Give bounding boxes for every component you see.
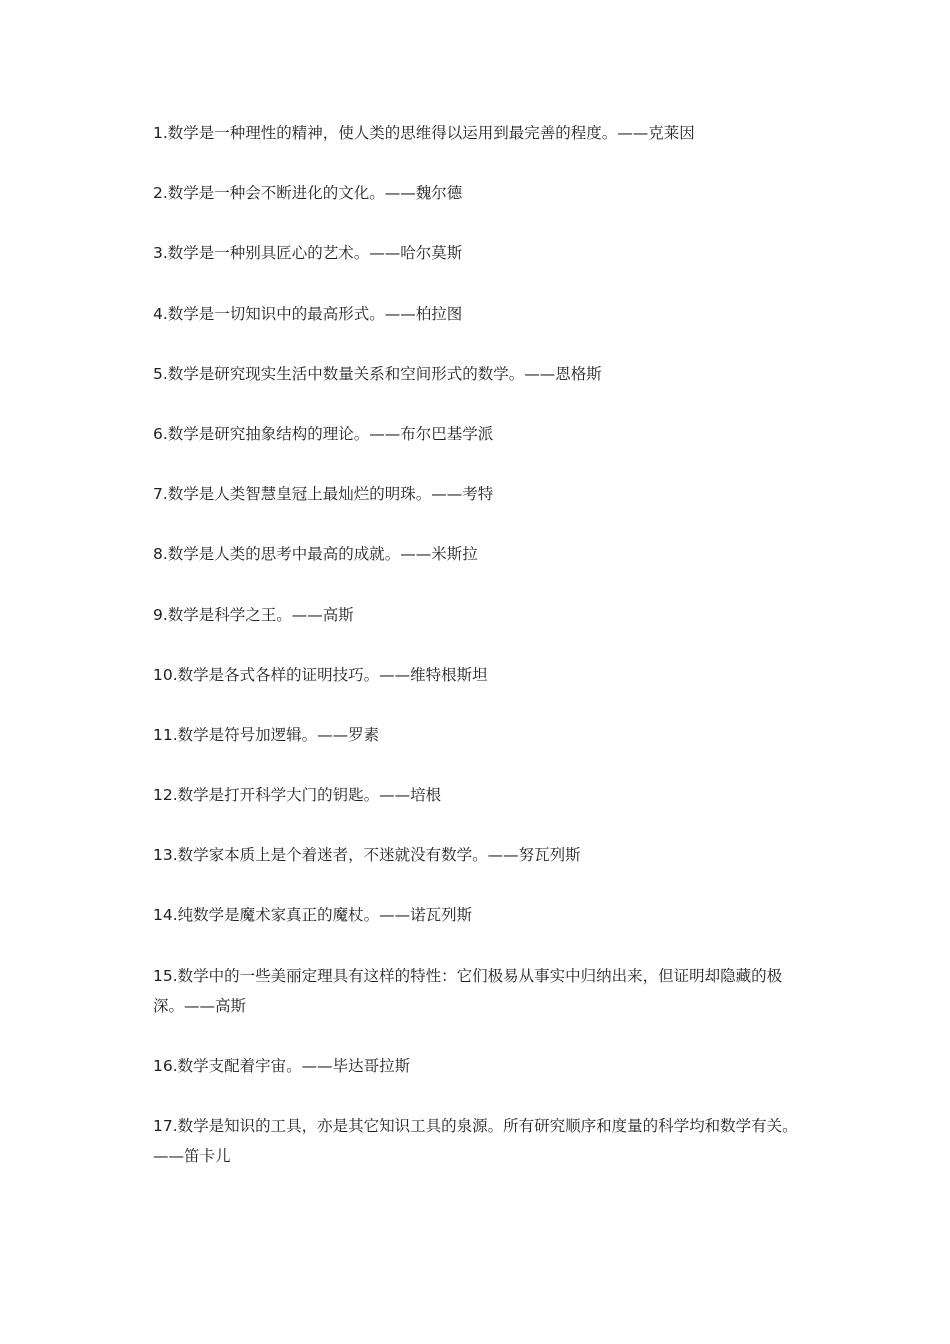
quote-item: 11.数学是符号加逻辑。——罗素 bbox=[153, 725, 380, 744]
quote-item: 17.数学是知识的工具，亦是其它知识工具的泉源。所有研究顺序和度量的科学均和数学有关。——笛卡儿 bbox=[153, 1117, 798, 1165]
quote-item: 5.数学是研究现实生活中数量关系和空间形式的数学。——恩格斯 bbox=[153, 364, 602, 383]
quote-item: 14.纯数学是魔术家真正的魔杖。——诺瓦列斯 bbox=[153, 906, 473, 925]
quote-item: 13.数学家本质上是个着迷者，不迷就没有数学。——努瓦列斯 bbox=[153, 846, 581, 865]
quote-item: 16.数学支配着宇宙。——毕达哥拉斯 bbox=[153, 1056, 411, 1075]
quote-item: 8.数学是人类的思考中最高的成就。——米斯拉 bbox=[153, 545, 478, 564]
quote-item: 2.数学是一种会不断进化的文化。——魏尔德 bbox=[153, 184, 463, 203]
quote-item: 1.数学是一种理性的精神，使人类的思维得以运用到最完善的程度。——克莱因 bbox=[153, 124, 695, 142]
quote-item: 7.数学是人类智慧皇冠上最灿烂的明珠。——考特 bbox=[153, 485, 494, 504]
quote-item: 12.数学是打开科学大门的钥匙。——培根 bbox=[153, 786, 442, 805]
quote-item: 9.数学是科学之王。——高斯 bbox=[153, 605, 354, 624]
quote-list bbox=[153, 118, 803, 1201]
quote-item: 15.数学中的一些美丽定理具有这样的特性：它们极易从事实中归纳出来，但证明却隐藏的极深。——高斯 bbox=[153, 966, 783, 1015]
quote-item: 6.数学是研究抽象结构的理论。——布尔巴基学派 bbox=[153, 424, 494, 443]
quote-item: 10.数学是各式各样的证明技巧。——维特根斯坦 bbox=[153, 665, 488, 684]
quote-item: 3.数学是一种别具匠心的艺术。——哈尔莫斯 bbox=[153, 244, 463, 263]
quote-item: 4.数学是一切知识中的最高形式。——柏拉图 bbox=[153, 304, 463, 323]
